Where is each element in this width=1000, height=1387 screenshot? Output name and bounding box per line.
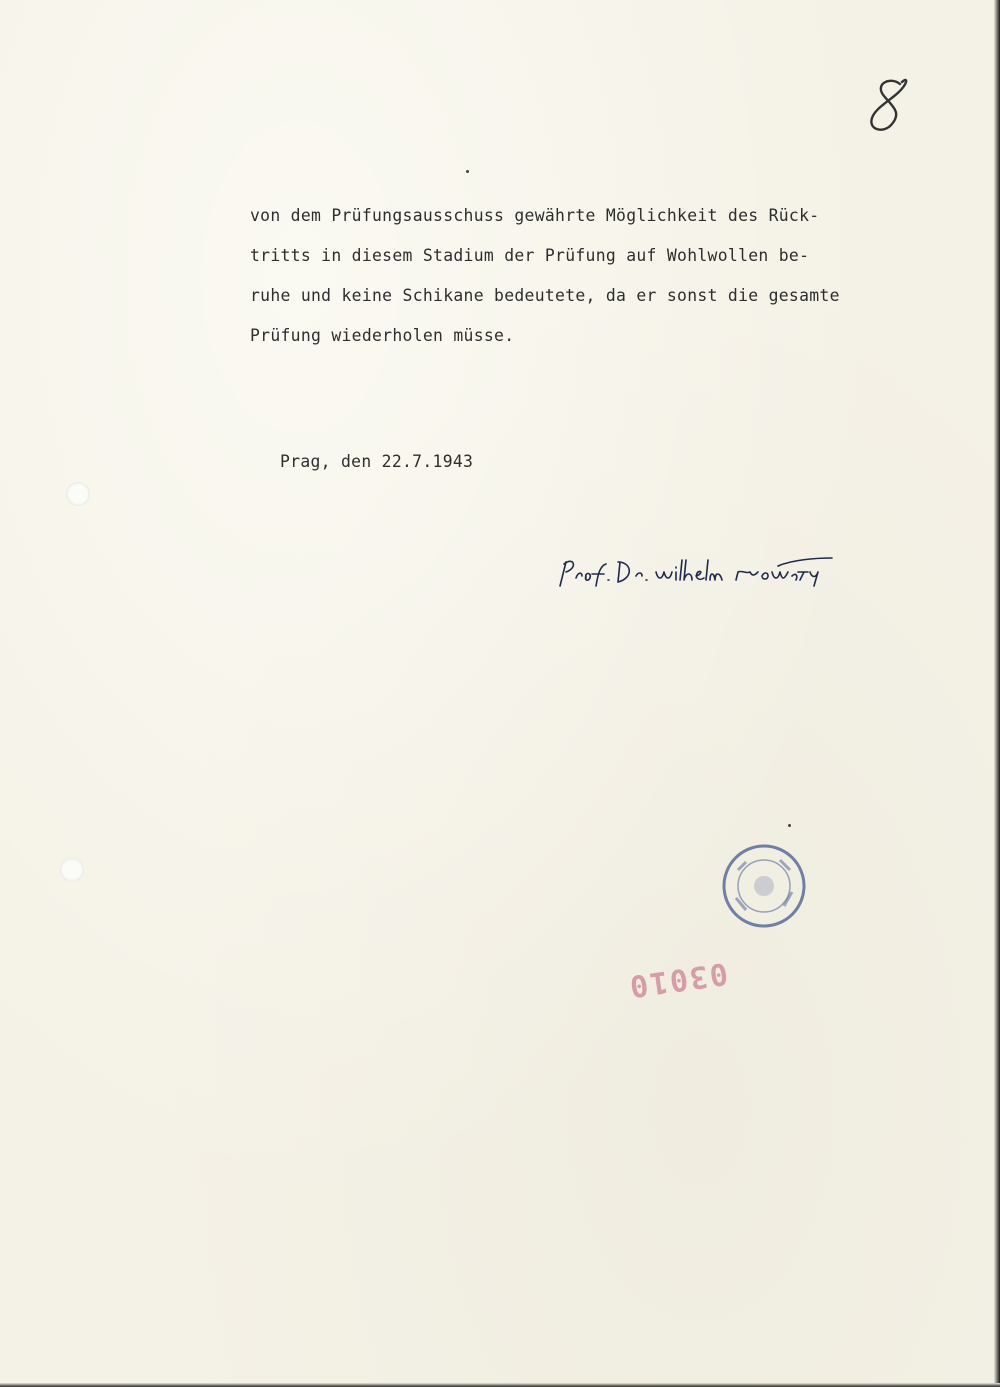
punch-hole-bottom <box>60 858 84 882</box>
signature-handwritten <box>552 546 842 596</box>
body-line-1: von dem Prüfungsausschuss gewährte Möglichkeit des Rück- <box>250 206 820 225</box>
svg-text:03010: 03010 <box>625 955 730 1004</box>
body-line-4: Prüfung wiederholen müsse. <box>250 326 515 345</box>
dateline: Prag, den 22.7.1943 <box>280 452 474 471</box>
speck <box>788 824 791 827</box>
archive-number-stamp <box>612 934 742 1014</box>
body-paragraph <box>250 196 970 356</box>
page-edge-right <box>994 0 1000 1387</box>
speck <box>466 170 469 173</box>
archive-stamp-round <box>718 840 810 932</box>
page-number-handwritten <box>856 72 926 142</box>
punch-hole-top <box>66 482 90 506</box>
page-edge-bottom <box>0 1383 1000 1387</box>
body-line-3: ruhe und keine Schikane bedeutete, da er sonst die gesamte <box>250 286 840 305</box>
body-line-2: tritts in diesem Stadium der Prüfung auf Wohlwollen be- <box>250 246 810 265</box>
